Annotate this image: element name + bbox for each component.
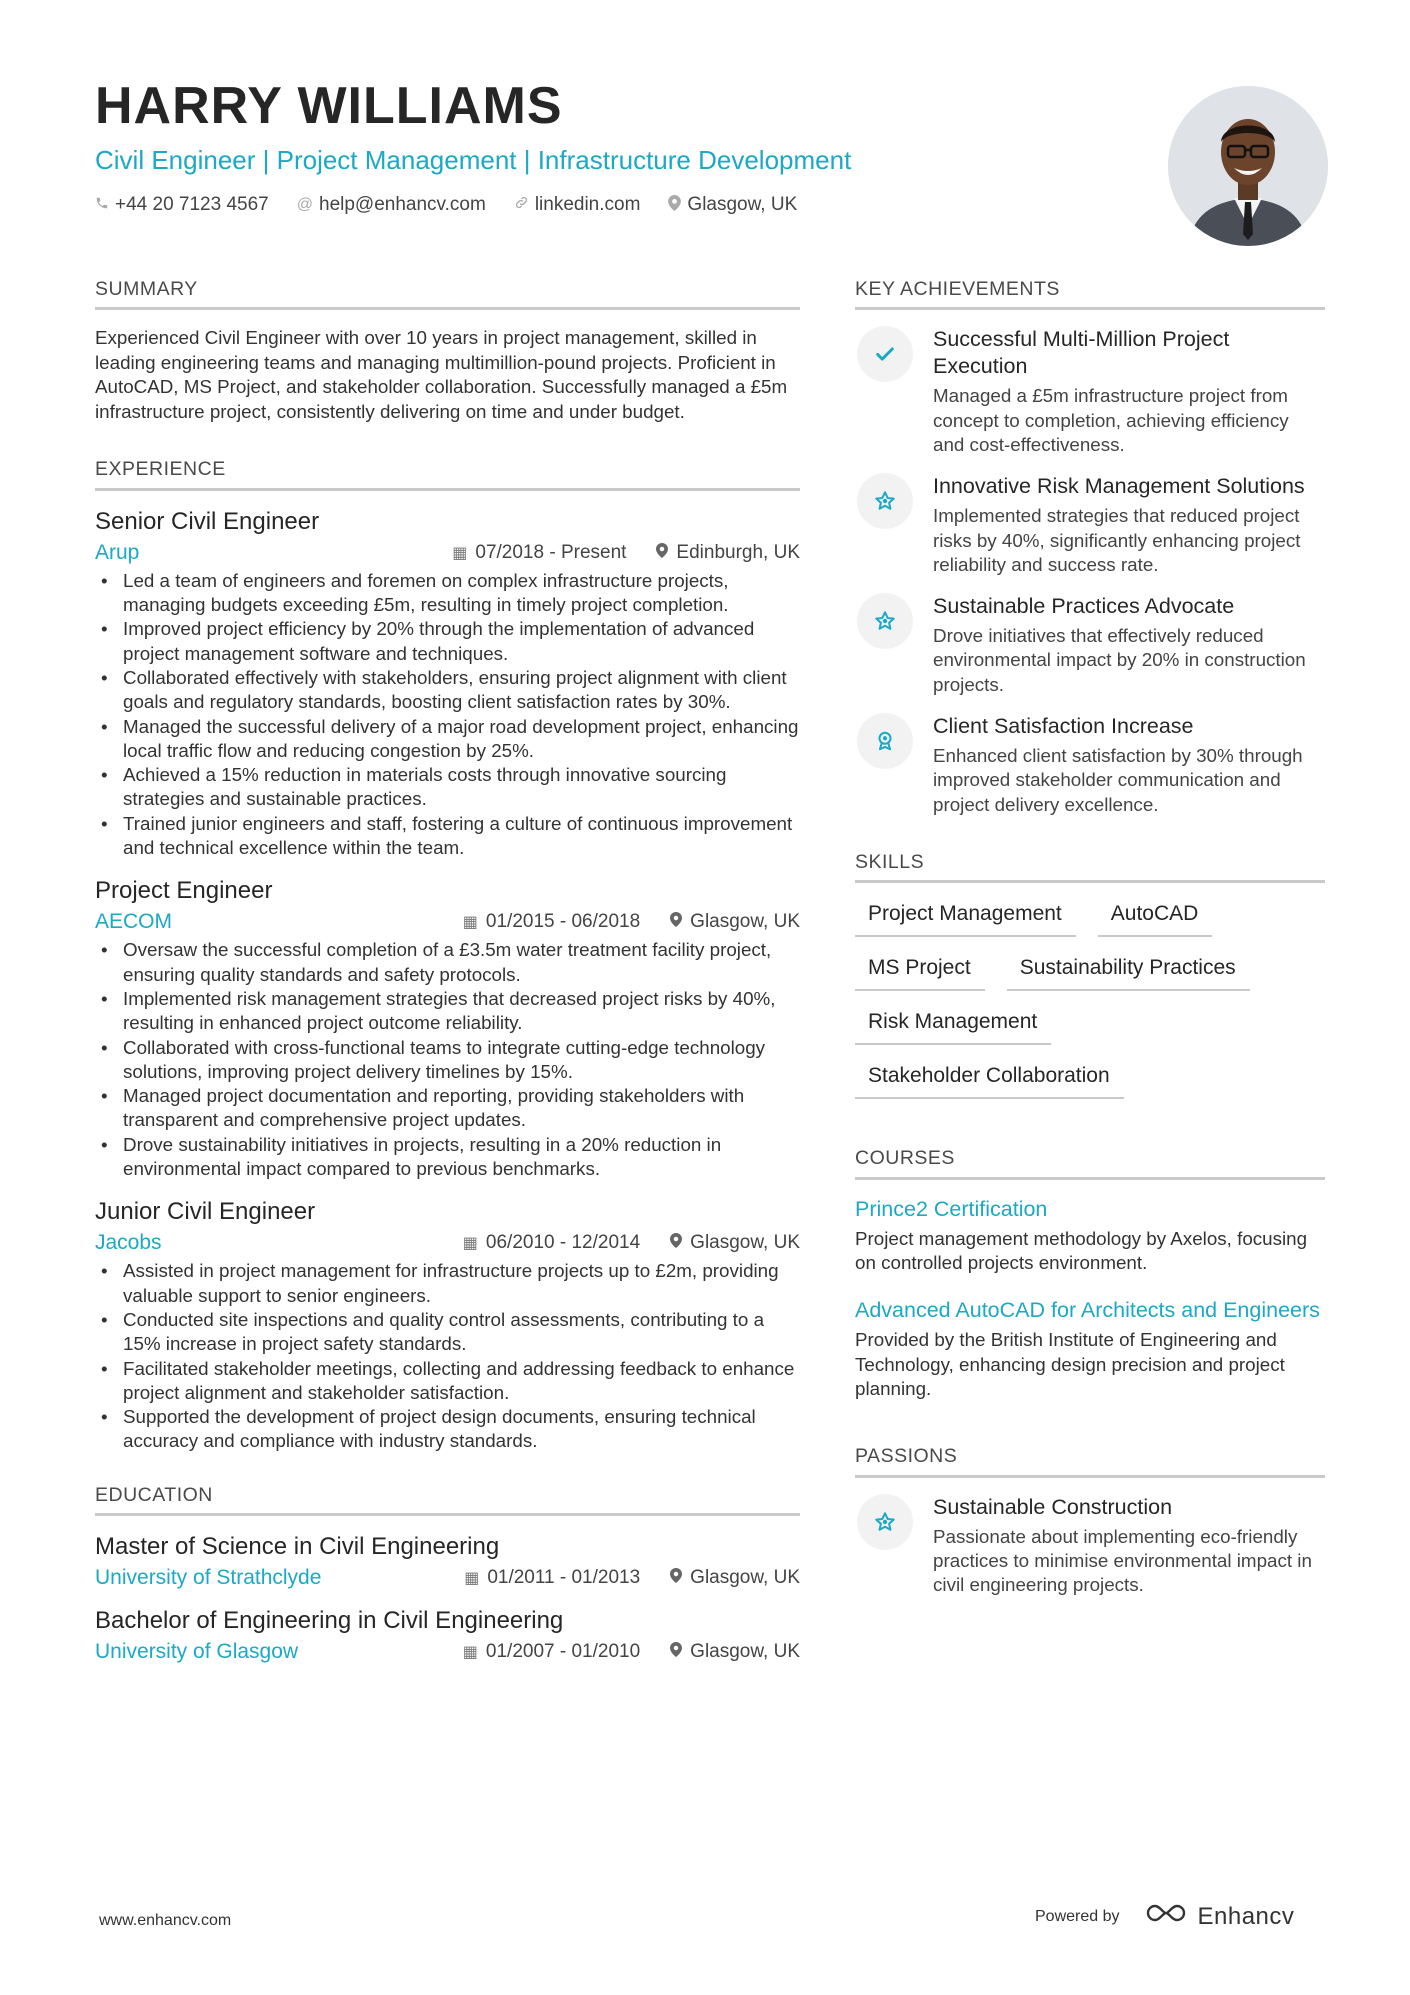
skill-tag: Project Management [855,901,1076,937]
job-location: Edinburgh, UK [676,541,800,563]
summary-heading: SUMMARY [95,278,800,310]
skill-tag: Risk Management [855,1009,1051,1045]
email-text: help@enhancv.com [319,194,486,216]
achievement-desc: Drove initiatives that effectively reduced environmental impact by 20% in construction projects. [933,625,1306,695]
job-bullets [95,569,800,861]
edu-location: Glasgow, UK [690,1641,800,1663]
star-icon [857,593,913,649]
linkedin-text: linkedin.com [534,194,641,216]
school-name: University of Strathclyde [95,1566,322,1590]
passion-item [855,1494,1325,1598]
job-title: Project Engineer [95,877,273,905]
courses-section [855,1147,1325,1401]
company-name: AECOM [95,910,173,934]
resume-header [95,78,1155,216]
bullet-item: • Assisted in project management for infrastructure projects up to £2m, providing valuable support to senior engineers. [95,1259,800,1308]
degree-title: Master of Science in Civil Engineering [95,1533,500,1561]
education-section [95,1484,800,1664]
achievements-heading: KEY ACHIEVEMENTS [855,278,1325,310]
job-dates: 07/2018 - Present [475,541,627,563]
passions-section [855,1445,1325,1597]
contact-location [668,194,797,216]
job-meta [95,910,800,934]
achievement-desc: Implemented strategies that reduced project risks by 40%, significantly enhancing project reliability and success rate. [933,505,1301,575]
skill-tag: Sustainability Practices [1007,955,1250,991]
footer-branding [1035,1902,1294,1931]
location-pin-icon [670,1233,682,1253]
bullet-item: • Supported the development of project design documents, ensuring technical accuracy and compliance with industry standards. [95,1405,800,1454]
location-pin-icon [668,195,681,216]
education-entry [95,1532,800,1590]
edu-dates: 01/2007 - 01/2010 [485,1641,641,1663]
link-icon [514,195,529,215]
skill-tag: Stakeholder Collaboration [855,1063,1124,1099]
bullet-item: • Managed the successful delivery of a major road development project, enhancing local traffic flow and reducing congestion by 25%. [95,715,800,764]
achievement-desc: Managed a £5m infrastructure project from concept to completion, achieving efficiency and cost-effectiveness. [933,385,1289,455]
skill-tag: AutoCAD [1098,901,1213,937]
edu-dates: 01/2011 - 01/2013 [487,1567,641,1589]
bullet-item: • Oversaw the successful completion of a £3.5m water treatment facility project, ensuring quality standards and safety protocols. [95,938,800,987]
bullet-item: • Achieved a 15% reduction in materials costs through innovative sourcing strategies and sustainable practices. [95,763,800,812]
course-desc: Project management methodology by Axelos, focusing on controlled projects environment. [855,1227,1308,1274]
location-pin-icon [670,1642,682,1662]
calendar-icon: ▦ [464,1570,480,1588]
calendar-icon: ▦ [452,544,468,562]
summary-section [95,278,800,424]
contact-linkedin[interactable] [514,194,641,216]
job-location: Glasgow, UK [690,1232,800,1254]
check-icon [857,326,913,382]
profile-photo [1168,86,1328,246]
candidate-title: Civil Engineer | Project Management | Infrastructure Development [95,145,852,176]
edu-location: Glasgow, UK [690,1567,800,1589]
right-column [855,278,1325,1632]
company-name: Arup [95,540,140,564]
award-icon [857,713,913,769]
contact-email[interactable] [297,194,486,216]
bullet-item: • Collaborated effectively with stakeholders, ensuring project alignment with client goals and regulatory standards, boosting client satisfaction rates by 30%. [95,666,800,715]
phone-text: +44 20 7123 4567 [115,194,269,216]
location-pin-icon [656,543,668,563]
bullet-item: • Managed project documentation and reporting, providing stakeholders with transparent and comprehensive project updates. [95,1084,800,1133]
calendar-icon: ▦ [462,1235,478,1253]
skills-list [855,901,1325,1099]
footer-website[interactable]: www.enhancv.com [99,1912,232,1929]
job-location: Glasgow, UK [690,911,800,933]
brand-name: Enhancv [1197,1902,1295,1930]
job-meta [95,541,800,565]
phone-icon [95,196,109,215]
powered-by-text: Powered by [1035,1907,1120,1925]
experience-heading: EXPERIENCE [95,458,800,490]
bullet-item: • Led a team of engineers and foremen on complex infrastructure projects, managing budgets exceeding £5m, resulting in timely project completion. [95,569,800,618]
course-item [855,1196,1325,1276]
at-icon: @ [296,196,313,214]
job-entry [95,876,800,1181]
course-item [855,1297,1325,1401]
location-text: Glasgow, UK [687,194,798,216]
course-title: Advanced AutoCAD for Architects and Engineers [855,1298,1320,1323]
experience-section [95,458,800,1453]
bullet-item: • Drove sustainability initiatives in projects, resulting in a 20% reduction in environmental impact compared to previous benchmarks. [95,1133,800,1182]
job-bullets [95,938,800,1181]
job-dates: 01/2015 - 06/2018 [485,911,641,933]
calendar-icon: ▦ [462,914,478,932]
passion-title: Sustainable Construction [933,1494,1173,1519]
skills-section [855,851,1325,1099]
courses-heading: COURSES [855,1147,1325,1179]
location-pin-icon [670,912,682,932]
contact-phone [95,194,269,216]
education-heading: EDUCATION [95,1484,800,1516]
achievement-item [855,326,1325,457]
summary-text: Experienced Civil Engineer with over 10 years in project management, skilled in leading engineering teams and managing multimillion-pound projects. Proficient in AutoCAD, MS Project, and stakeholder collaboration. Successfully managed a £5m infrastructure project, consistently delivering on time and under budget. [95,327,788,422]
achievement-item [855,473,1325,577]
job-entry [95,507,800,861]
achievement-title: Innovative Risk Management Solutions [933,474,1305,499]
star-icon [857,1494,913,1550]
skills-heading: SKILLS [855,851,1325,883]
company-name: Jacobs [95,1231,162,1255]
location-pin-icon [670,1568,682,1588]
course-desc: Provided by the British Institute of Engineering and Technology, enhancing design precision and project planning. [855,1329,1285,1399]
bullet-item: • Facilitated stakeholder meetings, collecting and addressing feedback to enhance project alignment and stakeholder satisfaction. [95,1357,800,1406]
contact-row [95,194,1155,216]
bullet-item: • Implemented risk management strategies that decreased project risks by 40%, resulting in enhanced project outcome reliability. [95,987,800,1036]
achievement-item [855,713,1325,817]
degree-title: Bachelor of Engineering in Civil Engineering [95,1607,564,1635]
job-meta [95,1231,800,1255]
achievements-section [855,278,1325,817]
passions-heading: PASSIONS [855,1445,1325,1477]
left-column [95,278,800,1698]
job-entry [95,1197,800,1453]
education-entry [95,1606,800,1664]
bullet-item: • Collaborated with cross-functional teams to integrate cutting-edge technology solutions, improving project delivery timelines by 15%. [95,1036,800,1085]
infinity-logo-icon [1144,1902,1188,1931]
bullet-item: • Trained junior engineers and staff, fostering a culture of continuous improvement and technical excellence within the team. [95,812,800,861]
job-bullets [95,1259,800,1453]
school-name: University of Glasgow [95,1640,299,1664]
achievement-title: Client Satisfaction Increase [933,714,1194,739]
achievement-item [855,593,1325,697]
achievement-title: Sustainable Practices Advocate [933,594,1235,619]
brand-logo[interactable] [1144,1902,1295,1931]
job-dates: 06/2010 - 12/2014 [485,1232,641,1254]
course-title: Prince2 Certification [855,1196,1048,1221]
star-icon [857,473,913,529]
job-title: Senior Civil Engineer [95,507,320,535]
bullet-item: • Improved project efficiency by 20% through the implementation of advanced project management software and techniques. [95,617,800,666]
candidate-name: HARRY WILLIAMS [95,77,563,135]
achievement-title: Successful Multi-Million Project Execution [933,327,1230,379]
skill-tag: MS Project [855,955,985,991]
bullet-item: • Conducted site inspections and quality control assessments, contributing to a 15% increase in project safety standards. [95,1308,800,1357]
passion-desc: Passionate about implementing eco-friendly practices to minimise environmental impact in civil engineering projects. [933,1525,1312,1596]
calendar-icon: ▦ [462,1644,478,1662]
achievement-desc: Enhanced client satisfaction by 30% through improved stakeholder communication and project delivery excellence. [933,745,1303,815]
job-title: Junior Civil Engineer [95,1198,316,1226]
